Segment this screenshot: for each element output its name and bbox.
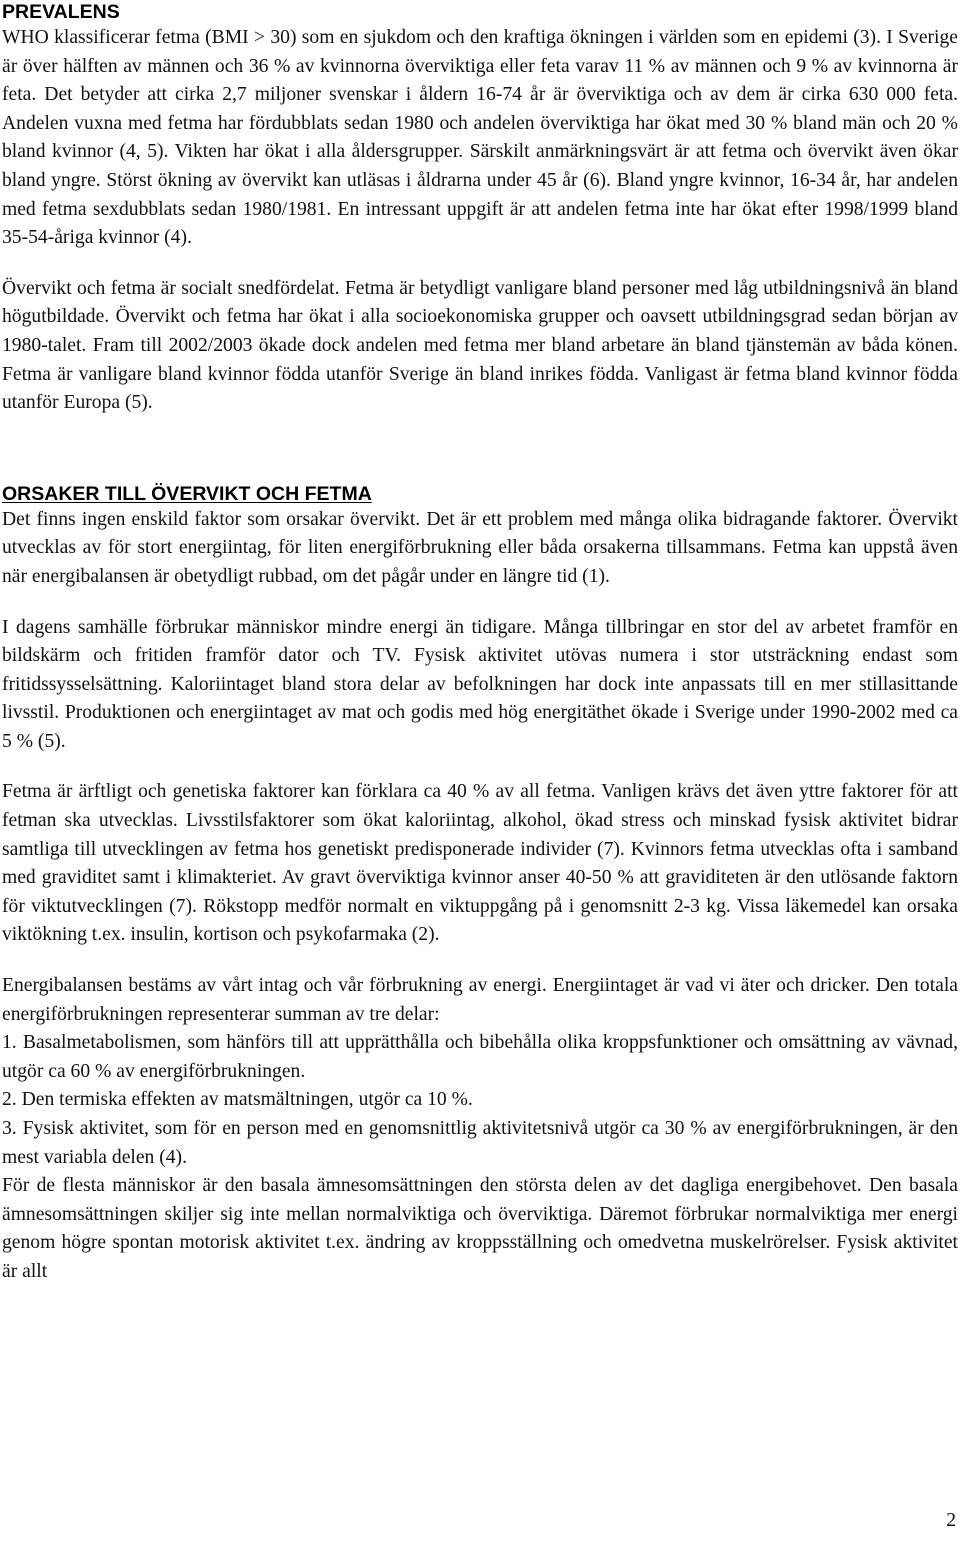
list-item-activity: 3. Fysisk aktivitet, som för en person med en genomsnittlig aktivitetsnivå utgör ca 30 % av energiförbrukningen, är den mest variabla delen (4). <box>2 1118 958 1168</box>
paragraph-gap <box>2 253 958 275</box>
page-number: 2 <box>946 1510 956 1531</box>
paragraph-energy-intro: Energibalansen bestäms av vårt intag och vår förbrukning av energi. Energiintaget är vad vi äter och dricker. Den totala energiförbrukningen representerar summan av tre delar: <box>2 975 958 1025</box>
paragraph-prevalens-1: WHO klassificerar fetma (BMI > 30) som en sjukdom och den kraftiga ökningen i världen som en epidemi (3). I Sverige är över hälften av männen och 36 % av kvinnorna överviktiga eller feta varav 11 % av männen och 9 % av kvinnorna är feta. Det betyder att cirka 2,7 miljoner svenskar i åldern 16-74 år är överviktiga och av dem är cirka 630 000 feta. Andelen vuxna med fetma har fördubblats sedan 1980 och andelen överviktiga har ökat med 30 % bland män och 20 % bland kvinnor (4, 5). Vikten har ökat i alla åldersgrupper. Särskilt anmärkningsvärt är att fetma och övervikt även ökar bland yngre. Störst ökning av övervikt kan utläsas i åldrarna under 45 år (6). Bland yngre kvinnor, 16-34 år, har andelen med fetma sexdubblats sedan 1980/1981. En intressant uppgift är att andelen fetma inte har ökat efter 1998/1999 bland 35-54-åriga kvinnor (4). <box>2 27 958 249</box>
paragraph-energy-outro: För de flesta människor är den basala ämnesomsättningen den största delen av det dagliga energibehovet. Den basala ämnesomsättningen skiljer sig inte mellan normalviktiga och överviktiga. Däremot förbrukar normalviktiga mer energi genom högre spontan motorisk aktivitet t.ex. ändring av kroppsställning och omedvetna muskelrörelser. Fysisk aktivitet är allt <box>2 1175 958 1282</box>
list-item-thermic: 2. Den termiska effekten av matsmältningen, utgör ca 10 %. <box>2 1089 473 1111</box>
list-item-basal: 1. Basalmetabolismen, som hänförs till att upprätthålla och bibehålla olika kroppsfunktioner och omsättning av vävnad, utgör ca 60 % av energiförbrukningen. <box>2 1032 958 1082</box>
section-gap <box>2 418 958 482</box>
paragraph-orsaker-2: I dagens samhälle förbrukar människor mindre energi än tidigare. Många tillbringar en stor del av arbetet framför en bildskärm och fritiden framför dator och TV. Fysisk aktivitet utövas numera i stor utsträckning endast som fritidssysselsättning. Kaloriintaget bland stora delar av befolkningen har dock inte anpassats till en mer stillasittande livsstil. Produktionen och energiintaget av mat och godis med hög energitäthet ökade i Sverige under 1990-2002 med ca 5 % (5). <box>2 616 958 752</box>
paragraph-orsaker-3: Fetma är ärftligt och genetiska faktorer kan förklara ca 40 % av all fetma. Vanligen krävs det även yttre faktorer för att fetman ska utvecklas. Livsstilsfaktorer som ökat kaloriintag, alkohol, ökad stress och minskad fysisk aktivitet bidrar samtliga till utvecklingen av fetma hos genetiskt predisponerade individer (7). Kvinnors fetma utvecklas ofta i samband med graviditet samt i klimakteriet. Av gravt överviktiga kvinnor anser 40-50 % att graviditeten är den utlösande faktorn för viktutvecklingen (7). Rökstopp medför normalt en viktuppgång på i genomsnitt 2-3 kg. Vissa läkemedel kan orsaka viktökning t.ex. insulin, kortison och psykofarmaka (2). <box>2 781 958 946</box>
paragraph-prevalens-2: Övervikt och fetma är socialt snedfördelat. Fetma är betydligt vanligare bland personer med låg utbildningsnivå än bland högutbildade. Övervikt och fetma har ökat i alla socioekonomiska grupper och oavsett utbildningsgrad sedan början av 1980-talet. Fram till 2002/2003 ökade dock andelen med fetma mer bland arbetare än bland tjänstemän av båda könen. Fetma är vanligare bland kvinnor födda utanför Sverige än bland inrikes födda. Vanligast är fetma bland kvinnor födda utanför Europa (5). <box>2 277 958 414</box>
section-heading-orsaker: ORSAKER TILL ÖVERVIKT OCH FETMA <box>2 482 372 505</box>
paragraph-orsaker-1: Det finns ingen enskild faktor som orsakar övervikt. Det är ett problem med många olika bidragande faktorer. Övervikt utvecklas av för stort energiintag, för liten energiförbrukning eller båda orsakerna tillsammans. Fetma kan uppstå även när energibalansen är obetydligt rubbad, om det pågår under en längre tid (1). <box>2 508 958 587</box>
section-heading-prevalens: PREVALENS <box>2 1 120 23</box>
paragraph-gap <box>2 950 958 972</box>
paragraph-gap <box>2 756 958 778</box>
paragraph-gap <box>2 592 958 614</box>
